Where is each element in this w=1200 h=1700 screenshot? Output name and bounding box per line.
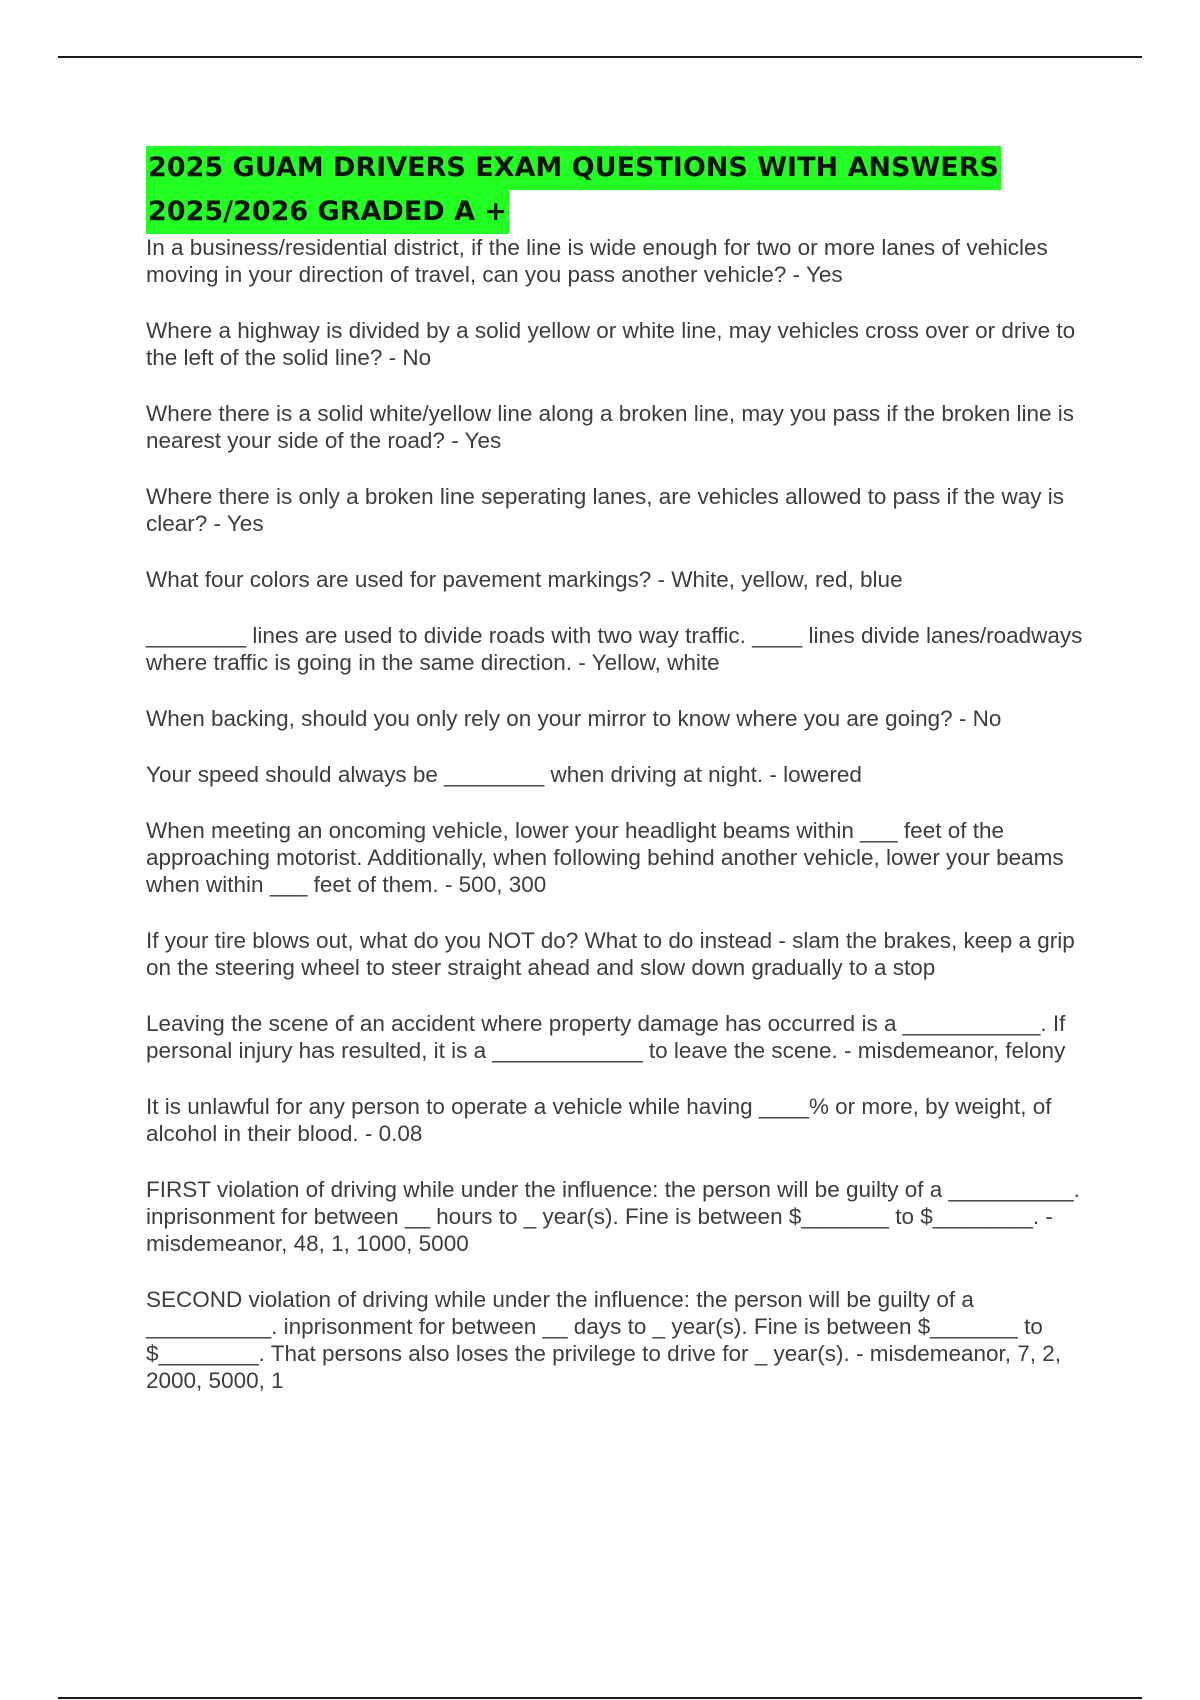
qa-item: Where there is only a broken line seperating lanes, are vehicles allowed to pass if the way is clear? - Yes [146, 484, 1064, 536]
top-divider [58, 56, 1142, 58]
qa-item: What four colors are used for pavement markings? - White, yellow, red, blue [146, 567, 903, 592]
qa-item: Where there is a solid white/yellow line along a broken line, may you pass if the broken line is nearest your side of the road? - Yes [146, 401, 1074, 453]
document-title [146, 146, 1096, 234]
qa-item: It is unlawful for any person to operate a vehicle while having ____% or more, by weight, of alcohol in their blood. - 0.08 [146, 1094, 1052, 1146]
qa-item: In a business/residential district, if the line is wide enough for two or more lanes of vehicles moving in your direction of travel, can you pass another vehicle? - Yes [146, 235, 1048, 287]
qa-item: If your tire blows out, what do you NOT do? What to do instead - slam the brakes, keep a grip on the steering wheel to steer straight ahead and slow down gradually to a stop [146, 928, 1075, 980]
title-line-1: 2025 GUAM DRIVERS EXAM QUESTIONS WITH ANSWERS [146, 146, 1001, 190]
qa-item: Where a highway is divided by a solid yellow or white line, may vehicles cross over or drive to the left of the solid line? - No [146, 318, 1076, 370]
qa-item: When backing, should you only rely on your mirror to know where you are going? - No [146, 706, 1002, 731]
qa-item: SECOND violation of driving while under the influence: the person will be guilty of a __________. inprisonment for between __ days to _ year(s). Fine is between $_______ to $________. That persons also loses the privilege to drive for _ year(s). - misdemeanor, 7, 2, 2000, 5000, 1 [146, 1287, 1062, 1393]
title-line-2: 2025/2026 GRADED A + [146, 190, 509, 234]
bottom-divider [58, 1697, 1142, 1699]
qa-item: FIRST violation of driving while under the influence: the person will be guilty of a __________. inprisonment for between __ hours to _ year(s). Fine is between $_______ to $________. - misdemeanor, 48, 1, 1000, 5000 [146, 1177, 1080, 1256]
qa-list [146, 234, 1096, 1394]
document-body [146, 146, 1096, 1423]
qa-item: When meeting an oncoming vehicle, lower your headlight beams within ___ feet of the approaching motorist. Additionally, when following behind another vehicle, lower your beams when within ___ feet of them. - 500, 300 [146, 818, 1064, 897]
qa-item: ________ lines are used to divide roads with two way traffic. ____ lines divide lanes/roadways where traffic is going in the same direction. - Yellow, white [146, 623, 1083, 675]
qa-item: Leaving the scene of an accident where property damage has occurred is a ___________. If personal injury has resulted, it is a ____________ to leave the scene. - misdemeanor, felony [146, 1011, 1066, 1063]
qa-item: Your speed should always be ________ when driving at night. - lowered [146, 762, 862, 787]
